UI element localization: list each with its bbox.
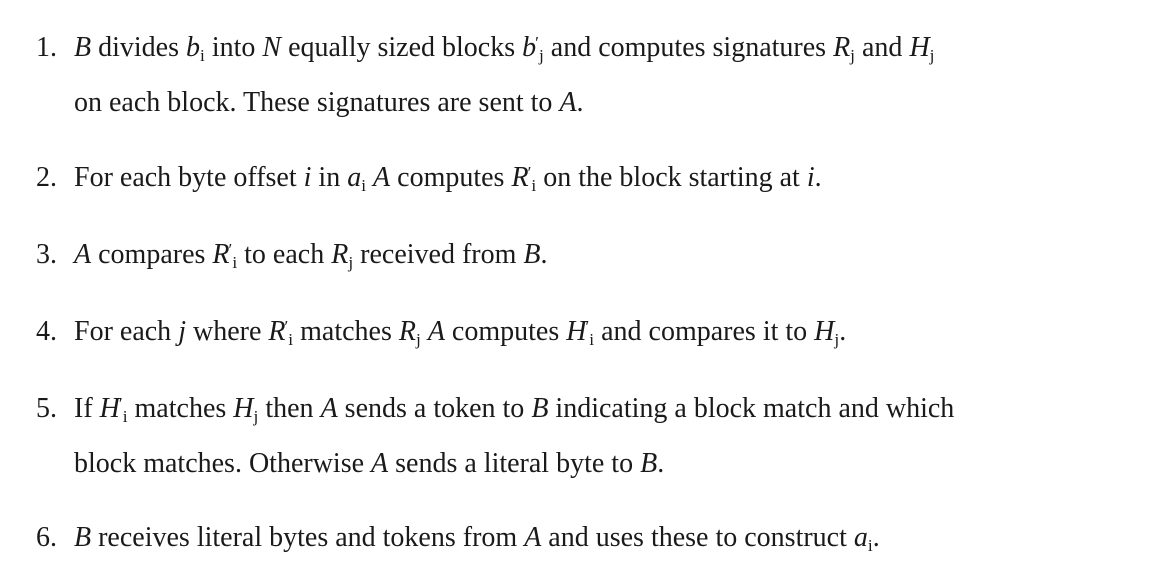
text-run: . (576, 87, 584, 118)
text-run: receives literal bytes and tokens from (91, 522, 525, 553)
text-run: . (872, 522, 880, 553)
math-subscript: i (531, 176, 537, 196)
text-run: divides (91, 32, 186, 63)
item-number: 3. (36, 239, 57, 270)
item-text-line (74, 436, 664, 491)
math-subscript: j (834, 330, 840, 350)
text-run: . (839, 316, 847, 347)
math-subscript: i (589, 330, 595, 350)
item-text-line (74, 150, 822, 205)
math-symbol: R (331, 239, 349, 270)
text-run: received from (353, 239, 524, 270)
math-symbol: B (74, 522, 92, 553)
math-symbol: H (566, 316, 587, 347)
item-text-line (74, 304, 846, 359)
math-subscript: j (415, 330, 421, 350)
text-run: equally sized blocks (281, 32, 523, 63)
math-symbol: R (212, 239, 230, 270)
text-run (421, 316, 428, 347)
math-symbol: j (178, 316, 186, 347)
math-prime: ′ (535, 33, 539, 53)
math-symbol: A (427, 316, 445, 347)
math-symbol: B (531, 393, 549, 424)
text-run: indicating a block match and which (548, 393, 955, 424)
math-prime: ′ (284, 317, 289, 337)
math-subscript: i (200, 46, 205, 66)
text-run: on the block starting at (536, 162, 807, 193)
item-text-line (74, 510, 880, 565)
math-prime: ′ (585, 317, 590, 337)
text-run: in (311, 162, 348, 193)
math-symbol: A (524, 522, 542, 553)
text-run: sends a literal byte to (388, 448, 641, 479)
math-symbol: N (262, 32, 282, 63)
math-prime: ′ (118, 394, 123, 414)
text-run: and compares it to (594, 316, 815, 347)
text-run: . (657, 448, 665, 479)
text-run: and uses these to construct (541, 522, 854, 553)
text-run: . (540, 239, 548, 270)
text-run: into (204, 32, 263, 63)
text-run: matches (293, 316, 399, 347)
text-run: sends a token to (337, 393, 532, 424)
text-run: computes (444, 316, 567, 347)
math-subscript: j (348, 253, 354, 273)
text-run: and computes signatures (543, 32, 834, 63)
math-subscript: j (850, 46, 855, 66)
text-run: and (855, 32, 910, 63)
math-symbol: A (373, 162, 391, 193)
text-run: For each (74, 316, 179, 347)
item-number: 4. (36, 316, 57, 347)
math-subscript: i (867, 536, 873, 556)
item-text-line (74, 381, 954, 436)
math-symbol: A (320, 393, 338, 424)
text-run: For each byte offset (74, 162, 304, 193)
item-number: 2. (36, 162, 57, 193)
math-symbol: H (99, 393, 120, 424)
math-symbol: i (806, 162, 815, 193)
math-symbol: i (303, 162, 312, 193)
text-run: computes (390, 162, 512, 193)
math-symbol: a (853, 522, 868, 553)
math-prime: ′ (527, 163, 532, 183)
math-symbol: A (559, 87, 577, 118)
text-run: on each block. These signatures are sent to (74, 87, 560, 118)
text-run: compares (91, 239, 213, 270)
text-run (366, 162, 373, 193)
math-symbol: a (347, 162, 362, 193)
math-symbol: R (511, 162, 529, 193)
math-symbol: R (833, 32, 851, 63)
item-number: 1. (36, 32, 57, 63)
math-symbol: b (522, 32, 537, 63)
text-run: block matches. Otherwise (74, 448, 372, 479)
text-run: where (185, 316, 269, 347)
text-run: to each (237, 239, 332, 270)
text-run: . (814, 162, 822, 193)
item-text-line (74, 227, 548, 282)
math-symbol: B (523, 239, 541, 270)
math-symbol: R (268, 316, 286, 347)
math-subscript: i (288, 330, 294, 350)
item-text-line (74, 20, 935, 75)
math-subscript: j (253, 407, 259, 427)
math-symbol: H (814, 316, 835, 347)
math-symbol: R (398, 316, 416, 347)
math-subscript: j (538, 46, 544, 66)
math-symbol: B (74, 32, 92, 63)
math-prime: ′ (228, 240, 233, 260)
text-run: then (258, 393, 321, 424)
math-symbol: H (233, 393, 254, 424)
math-symbol: b (186, 32, 200, 63)
math-subscript: j (929, 46, 935, 66)
math-subscript: i (361, 176, 367, 196)
text-run: matches (127, 393, 234, 424)
math-symbol: A (74, 239, 92, 270)
math-symbol: B (640, 448, 658, 479)
math-symbol: A (371, 448, 389, 479)
text-run: If (74, 393, 100, 424)
math-subscript: i (122, 407, 128, 427)
math-symbol: H (909, 32, 930, 63)
item-number: 6. (36, 522, 57, 553)
item-text-line (74, 75, 584, 130)
math-subscript: i (232, 253, 238, 273)
item-number: 5. (36, 393, 57, 424)
